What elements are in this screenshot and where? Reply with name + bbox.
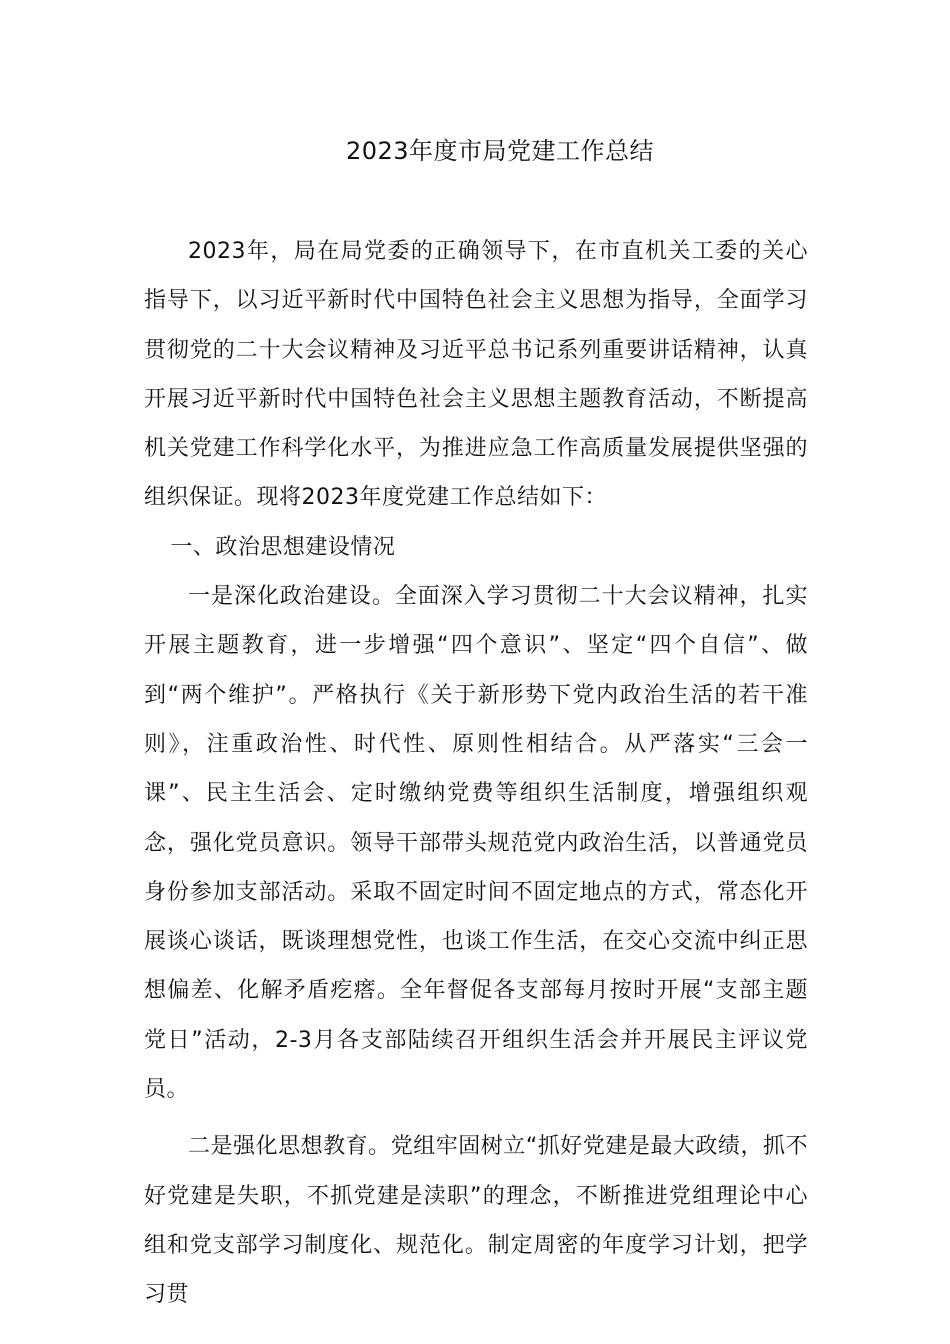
document-title: 2023年度市局党建工作总结 bbox=[345, 137, 655, 165]
paragraph-political-building: 一是深化政治建设。全面深入学习贯彻二十大会议精神，扎实开展主题教育，进一步增强“四个意识”、坚定“四个自信”、做到“两个维护”。严格执行《关于新形势下党内政治生活的若干准则》，注重政治性、时代性、原则性相结合。从严落实“三会一课”、民主生活会、定时缴纳党费等组织生活制度，增强组织观念，强化党员意识。领导干部带头规范党内政治生活，以普通党员身份参加支部活动。采取不固定时间不固定地点的方式，常态化开展谈心谈话，既谈理想党性，也谈工作生活，在交心交流中纠正思想偏差、化解矛盾疙瘩。全年督促各支部每月按时开展“支部主题党日”活动，2-3月各支部陆续召开组织生活会并开展民主评议党员。 bbox=[144, 584, 808, 1103]
paragraph-ideological-education: 二是强化思想教育。党组牢固树立“抓好党建是最大政绩，抓不好党建是失职，不抓党建是渎职”的理念，不断推进党组理论中心组和党支部学习制度化、规范化。制定周密的年度学习计划，把学习贯 bbox=[144, 1134, 808, 1308]
document-body bbox=[144, 227, 808, 1320]
intro-paragraph: 2023年，局在局党委的正确领导下，在市直机关工委的关心指导下，以习近平新时代中国特色社会主义思想为指导，全面学习贯彻党的二十大会议精神及习近平总书记系列重要讲话精神，认真开展习近平新时代中国特色社会主义思想主题教育活动，不断提高机关党建工作科学化水平，为推进应急工作高质量发展提供坚强的组织保证。现将2023年度党建工作总结如下： bbox=[144, 239, 808, 511]
paragraph-gap bbox=[144, 1114, 808, 1122]
section-heading: 一、政治思想建设情况 bbox=[170, 534, 396, 560]
